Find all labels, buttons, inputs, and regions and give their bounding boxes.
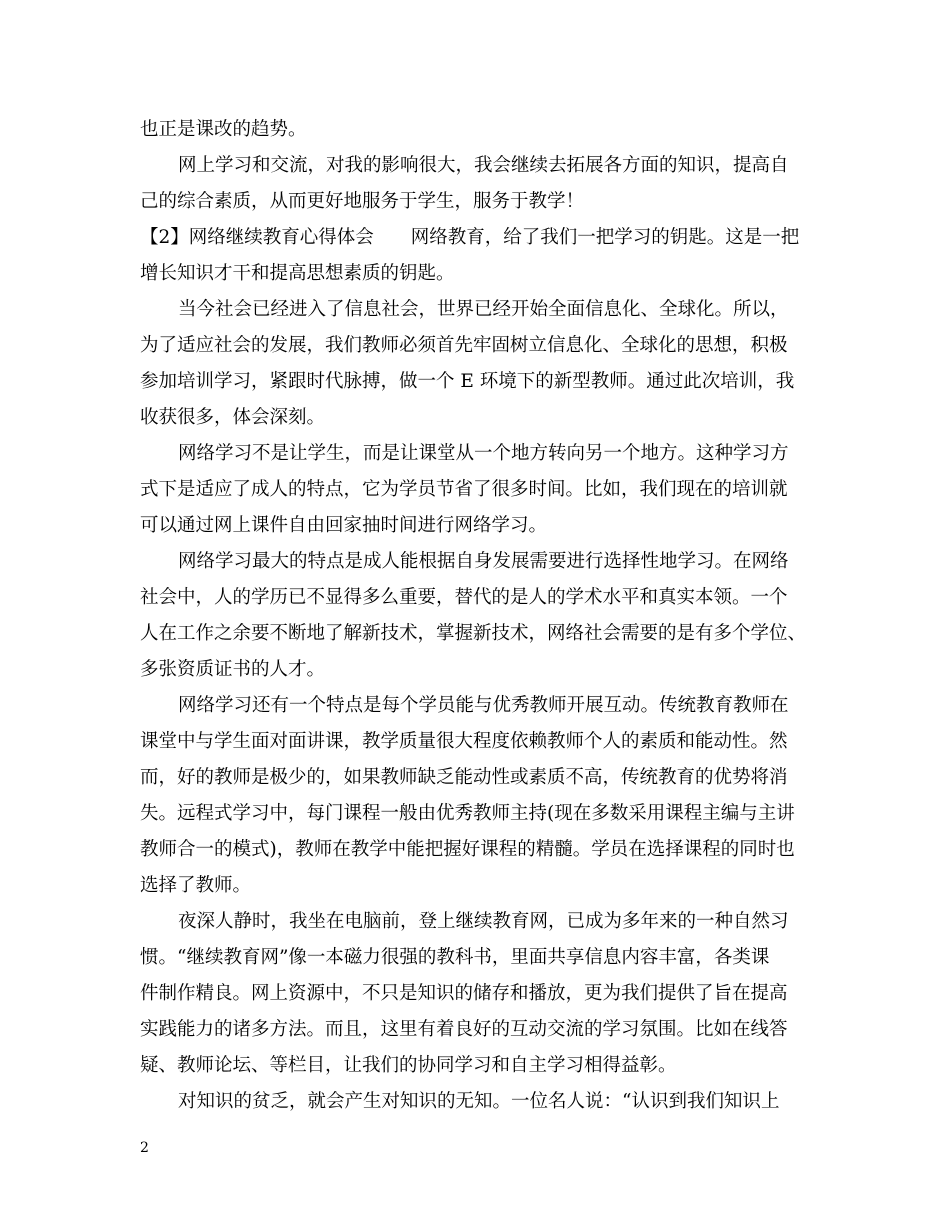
text-line: 收获很多，体会深刻。 bbox=[140, 407, 326, 428]
text-line: 增长知识才干和提高思想素质的钥匙。 bbox=[140, 263, 455, 284]
text-line: 课堂中与学生面对面讲课，教学质量很大程度依赖教师个人的素质和能动性。然 bbox=[140, 731, 788, 752]
paragraph-first-line: 网络学习还有一个特点是每个学员能与优秀教师开展互动。传统教育教师在 bbox=[178, 695, 789, 716]
text-line: 选择了教师。 bbox=[140, 875, 252, 896]
text-line: 多张资质证书的人才。 bbox=[140, 659, 326, 680]
text-line: 为了适应社会的发展，我们教师必须首先牢固树立信息化、全球化的思想，积极 bbox=[140, 335, 788, 356]
paragraph-first-line: 当今社会已经进入了信息社会，世界已经开始全面信息化、全球化。所以， bbox=[178, 299, 789, 320]
text-line: 可以通过网上课件自由回家抽时间进行网络学习。 bbox=[140, 515, 548, 536]
text-line: 实践能力的诸多方法。而且，这里有着良好的互动交流的学习氛围。比如在线答 bbox=[140, 1019, 788, 1040]
text-line: 己的综合素质，从而更好地服务于学生，服务于教学！ bbox=[140, 191, 585, 212]
paragraph-first-line: 夜深人静时，我坐在电脑前，登上继续教育网，已成为多年来的一种自然习 bbox=[178, 911, 789, 932]
text-line: 也正是课改的趋势。 bbox=[140, 119, 307, 140]
text-line: 惯。“继续教育网”像一本磁力很强的教科书，里面共享信息内容丰富，各类课 bbox=[140, 947, 770, 968]
page-number: 2 bbox=[140, 1140, 149, 1156]
section-heading-line: 【2】网络继续教育心得体会 网络教育，给了我们一把学习的钥匙。这是一把 bbox=[140, 227, 800, 248]
text-line: 而，好的教师是极少的，如果教师缺乏能动性或素质不高，传统教育的优势将消 bbox=[140, 767, 788, 788]
paragraph-first-line: 对知识的贫乏，就会产生对知识的无知。一位名人说：“认识到我们知识上 bbox=[178, 1091, 780, 1112]
text-line: 参加培训学习，紧跟时代脉搏，做一个 E 环境下的新型教师。通过此次培训，我 bbox=[140, 371, 795, 392]
paragraph-first-line: 网络学习不是让学生，而是让课堂从一个地方转向另一个地方。这种学习方 bbox=[178, 443, 789, 464]
text-line: 疑、教师论坛、等栏目，让我们的协同学习和自主学习相得益彰。 bbox=[140, 1055, 677, 1076]
text-line: 人在工作之余要不断地了解新技术，掌握新技术，网络社会需要的是有多个学位、 bbox=[140, 623, 807, 644]
paragraph-first-line: 网上学习和交流，对我的影响很大，我会继续去拓展各方面的知识，提高自 bbox=[178, 155, 789, 176]
text-line: 件制作精良。网上资源中，不只是知识的储存和播放，更为我们提供了旨在提高 bbox=[140, 983, 788, 1004]
text-line: 教师合一的模式)，教师在教学中能把握好课程的精髓。学员在选择课程的同时也 bbox=[140, 839, 795, 860]
text-line: 失。远程式学习中，每门课程一般由优秀教师主持(现在多数采用课程主编与主讲 bbox=[140, 803, 795, 824]
paragraph-first-line: 网络学习最大的特点是成人能根据自身发展需要进行选择性地学习。在网络 bbox=[178, 551, 789, 572]
text-line: 社会中，人的学历已不显得多么重要，替代的是人的学术水平和真实本领。一个 bbox=[140, 587, 788, 608]
text-line: 式下是适应了成人的特点，它为学员节省了很多时间。比如，我们现在的培训就 bbox=[140, 479, 788, 500]
document-body bbox=[140, 112, 820, 1120]
